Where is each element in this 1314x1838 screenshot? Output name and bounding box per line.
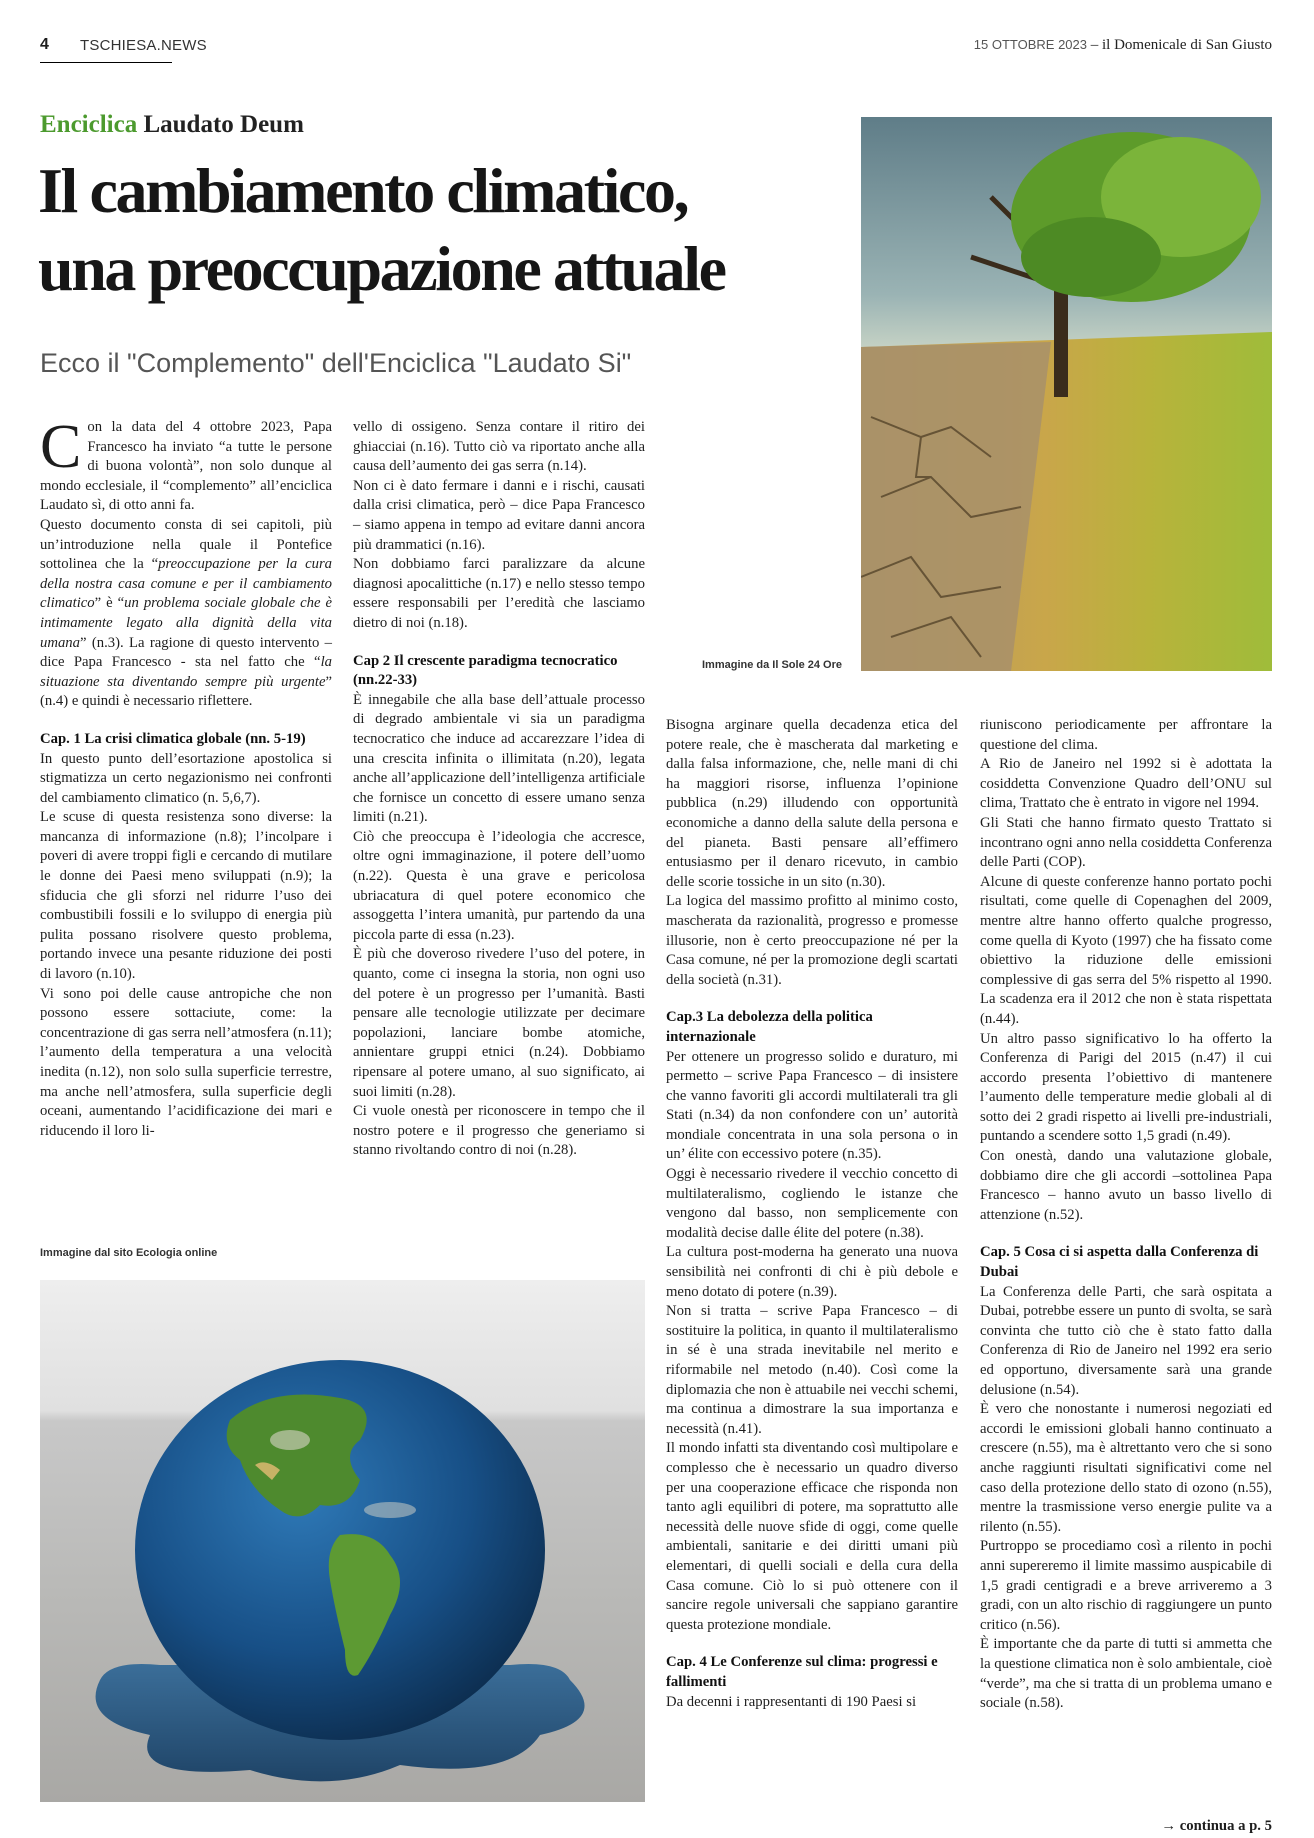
paragraph: È vero che nonostante i numerosi negoziati ed accordi le emissioni globali hanno continuato a crescere (n.55), ma è altrettanto vero che si sono anche raggiunti risultati significativi come nel caso della protezione dello stato di ozono (n.55), mentre la trasmissione verso energie pulite va a rilento (n.55). xyxy=(980,1401,1272,1535)
kicker-category: Enciclica xyxy=(40,111,138,138)
continue-link[interactable]: → continua a p. 5 xyxy=(1161,1818,1272,1834)
tree-photo xyxy=(861,117,1272,671)
paragraph: La cultura post-moderna ha generato una nuova sensibilità nei confronti di chi è più debole e meno dotato di potere (n.39). xyxy=(666,1244,958,1300)
column-3 xyxy=(666,716,958,1712)
article-headline xyxy=(38,152,848,308)
paragraph: riuniscono periodicamente per affrontare la questione del clima. xyxy=(980,717,1272,753)
tree-foliage-shadow xyxy=(1021,217,1161,297)
paragraph: È innegabile che alla base dell’attuale processo di degrado ambientale vi sia un paradigma tecnocratico che induce ad accarezzare l’idea di una crescita infinita o illimitata (n.20), legata anche all’applicazione dell’intelligenza artificiale che fornisce un concetto di essere umano senza limiti (n.21). xyxy=(353,691,645,826)
paragraph: Bisogna arginare quella decadenza etica del potere reale, che è mascherata dal marketing e dalla falsa informazione, che, nelle mani di chi ha maggiori risorse, influenza l’opinione pubblica (n.29) illudendo con opportunità economiche a danno della salute della persona e del pianeta. Basti pensare all’effimero entusiasmo per il denaro ricevuto, in cambio delle scorie tossiche in un sito (n.30). xyxy=(666,717,958,890)
paragraph xyxy=(40,516,332,712)
paragraph: Ciò che preoccupa è l’ideologia che accresce, oltre ogni immaginazione, il potere dell’uomo (n.22). Questa è una grave e pericolosa ubriacatura di quel potere economico che assoggetta l’intera umanità, pur partendo da una piccola parte di essa (n.23). xyxy=(353,828,645,943)
paragraph: La logica del massimo profitto al minimo costo, mascherata da razionalità, progresso e promesse illusorie, non è certo preoccupazione né per la Casa comune, né per la promozione degli scartati della società (n.31). xyxy=(666,893,958,988)
site-name[interactable]: TSCHIESA.NEWS xyxy=(80,37,207,54)
paragraph: Ci vuole onestà per riconoscere in tempo che il nostro potere e il progresso che generiamo si stanno rivoltando contro di noi (n.28). xyxy=(353,1103,645,1159)
chapter-heading-4: Cap. 4 Le Conferenze sul clima: progressi e fallimenti xyxy=(666,1654,938,1690)
paragraph: Non ci è dato fermare i danni e i rischi, causati dalla crisi climatica, però – dice Papa Francesco – siamo appena in tempo ad evitare danni ancora più drammatici (n.16). xyxy=(353,477,645,553)
issue-date: 15 OTTOBRE 2023 xyxy=(973,37,1088,52)
paragraph: Da decenni i rappresentanti di 190 Paesi si xyxy=(666,1693,917,1710)
paragraph: Oggi è necessario rivedere il vecchio concetto di multilateralismo, cogliendo le istanze che vengono dal basso, non semplicemente con modalità decise dalle élite del potere (n.38). xyxy=(666,1166,958,1241)
article-subhead: Ecco il "Complemento" dell'Enciclica "Laudato Si" xyxy=(40,348,632,378)
chapter-heading-3: Cap.3 La debolezza della politica internazionale xyxy=(666,1009,873,1045)
headline-line-2: una preoccupazione attuale xyxy=(38,233,725,304)
paragraph: Non dobbiamo farci paralizzare da alcune diagnosi apocalittiche (n.17) e nello stesso tempo essere responsabili per l’eredità che lasciamo dietro di noi (n.18). xyxy=(353,556,645,631)
earth-photo-caption: Immagine dal sito Ecologia online xyxy=(40,1247,218,1259)
paragraph: Un altro passo significativo lo ha offerto la Conferenza di Parigi del 2015 (n.47) il cui accordo presenta l’obiettivo di mantenere l’aumento delle temperature medie globali al di sotto dei 2 gradi rispetto ai livelli pre-industriali, puntando a scendere sotto 1,5 gradi (n.49). xyxy=(980,1030,1272,1145)
paragraph: È più che doveroso rivedere l’uso del potere, in quanto, come ci insegna la storia, non ogni uso del potere è un progresso per l’umanità. Basti pensare alle tecnologie utilizzate per decimare popolazioni, lanciare bombe atomiche, annientare gruppi etnici (n.24). Dobbiamo ripensare al potere umano, al suo significato, ai suoi limiti (n.28). xyxy=(353,946,645,1100)
headline-line-1: Il cambiamento climatico, xyxy=(38,155,688,226)
tree-illustration xyxy=(861,117,1272,671)
tree-photo-caption: Immagine da Il Sole 24 Ore xyxy=(702,659,842,671)
intro-text: on la data del 4 ottobre 2023, Papa Francesco ha inviato “a tutte le persone di buona volontà”, non solo dunque al mondo ecclesiale, il “complemento” all’enciclica Laudato sì, di otto anni fa. xyxy=(40,419,332,514)
cloud xyxy=(270,1430,310,1450)
intro-paragraph xyxy=(40,413,332,516)
issue-info xyxy=(974,37,1272,54)
paragraph: Vi sono poi delle cause antropiche che non possono essere sottaciute, come: la concentrazione di gas serra nell’atmosfera (n.11); l’aumento della temperatura a una velocità inedita (n.12), non solo sulla superficie terrestre, ma anche nell’atmosfera, sulla superficie degli oceani, aumentando l’acidificazione dei mari e riducendo il loro li- xyxy=(40,985,332,1139)
paragraph: Con onestà, dando una valutazione globale, dobbiamo dire che gli accordi –sottolinea Papa Francesco – hanno avuto un basso livello di attenzione (n.52). xyxy=(980,1148,1272,1223)
text-run: Questo documento consta di sei capitoli, più un’introduzione nella quale il Pontefice sottolinea che la “ xyxy=(40,516,332,573)
paragraph: La Conferenza delle Parti, che sarà ospitata a Dubai, potrebbe essere un punto di svolta, se sarà convinta che tutto ciò che è stato fatto dalla Conferenza di Rio de Janeiro nel 1992 era serio ed opportuno, diversamente sarà una grande delusione (n.54). xyxy=(980,1283,1272,1398)
column-2 xyxy=(353,418,645,1161)
cloud xyxy=(364,1502,416,1518)
paragraph: In questo punto dell’esortazione apostolica si stigmatizza un certo negazionismo nei confronti del cambiamento climatico (n. 5,6,7). xyxy=(40,750,332,806)
paragraph: Alcune di queste conferenze hanno portato pochi risultati, come quelle di Copenaghen del 2009, mentre altre hanno offerto qualche progresso, come quella di Kyoto (1997) che ha fissato come obiettivo la riduzione delle emissioni complessive di gas serra del 5% rispetto al 1990. La scadenza era il 2012 che non è stata rispettata (n.44). xyxy=(980,873,1272,1027)
chapter-heading-1: Cap. 1 La crisi climatica globale (nn. 5-19) xyxy=(40,730,306,747)
paragraph: Gli Stati che hanno firmato questo Trattato si incontrano ogni anno nella cosiddetta Conferenza delle Parti (COP). xyxy=(980,814,1272,871)
paragraph: vello di ossigeno. Senza contare il ritiro dei ghiacciai (n.16). Tutto ciò va riportato anche alla causa dell’aumento dei gas serra (n.14). xyxy=(353,419,645,475)
publication-name: il Domenicale di San Giusto xyxy=(1102,37,1272,53)
page-number: 4 xyxy=(40,36,49,53)
column-1 xyxy=(40,413,333,1141)
kicker-topic: Laudato Deum xyxy=(137,111,304,138)
melting-earth-illustration xyxy=(40,1280,645,1802)
paragraph: Purtroppo se procediamo così a rilento in pochi anni supereremo il limite massimo auspicabile di 1,5 gradi centigradi e a breve arriveremo a 3 gradi, con un alto rischio di raggiungere un punto critico (n.56). xyxy=(980,1538,1272,1633)
text-run: ” è “ xyxy=(94,595,125,612)
article-kicker xyxy=(40,111,304,139)
paragraph: Per ottenere un progresso solido e duraturo, mi permetto – scrive Papa Francesco – di insistere che vanno favoriti gli accordi multilaterali tra gli Stati (n.34) da non confondere con un’ autorità mondiale concentrata in una sola persona o in un’ élite con eccessivo potere (n.35). xyxy=(666,1048,958,1163)
column-4 xyxy=(980,716,1272,1714)
header-rule xyxy=(40,62,172,63)
drop-cap: C xyxy=(40,413,82,481)
paragraph: Il mondo infatti sta diventando così multipolare e complesso che è necessario un quadro diverso per una cooperazione efficace che risponda non tanto agli equilibri di potere, ma soprattutto alle necessità delle nuove sfide di oggi, come quelle ambientali, sanitarie e dei diritti umani più elementari, di quelli sociali e della cura della Casa comune. Ciò lo si può ottenere con il sancire regole universali che sappiano garantire questa protezione mondiale. xyxy=(666,1440,958,1633)
earth-photo xyxy=(40,1280,645,1802)
issue-separator: – xyxy=(1087,37,1103,53)
paragraph: A Rio de Janeiro nel 1992 si è adottata la cosiddetta Convenzione Quadro dell’ONU sul clima, Trattato che è entrato in vigore nel 1994. xyxy=(980,756,1272,812)
paragraph: Le scuse di questa resistenza sono diverse: la mancanza di informazione (n.8); l’incolpare i poveri di avere troppi figli e cercando di mutilare le donne dei Paesi meno sviluppati (n.9); la sfiducia che gli sforzi nel ridurre l’uso dei combustibili fossili e lo sviluppo di energia più pulita possano risolvere questo problema, portando invece una pesante riduzione dei posti di lavoro (n.10). xyxy=(40,809,332,983)
quote-italic: un problema sociale globale che è intimamente legato alla dignità della vita umana xyxy=(40,595,332,651)
paragraph: Non si tratta – scrive Papa Francesco – di sostituire la politica, in quanto il multilateralismo in sé è una strada inevitabile nel merito e riformabile nel metodo (n.40). Così come la diplomazia che non è attuabile nei vecchi schemi, ma continua a dimostrare la sua importanza e necessità (n.41). xyxy=(666,1303,959,1437)
text-run: ” (n.3). La ragione di questo intervento – dice Papa Francesco - sta nel fatto che “ xyxy=(40,634,332,671)
chapter-heading-2: Cap 2 Il crescente paradigma tecnocratico (nn.22-33) xyxy=(353,652,618,689)
quote-italic: preoccupazione per la cura della nostra casa comune e per il cambiamento climatico xyxy=(40,556,333,612)
paragraph: È importante che da parte di tutti si ammetta che la questione climatica non è solo ambientale, cioè “verde”, ma che si tratta di un problema umano e sociale (n.58). xyxy=(980,1636,1273,1712)
chapter-heading-5: Cap. 5 Cosa ci si aspetta dalla Conferenza di Dubai xyxy=(980,1244,1259,1281)
text-run: ” (n.4) e quindi è necessario riflettere. xyxy=(40,673,332,710)
quote-italic: la situazione sta diventando sempre più urgente xyxy=(40,654,332,690)
